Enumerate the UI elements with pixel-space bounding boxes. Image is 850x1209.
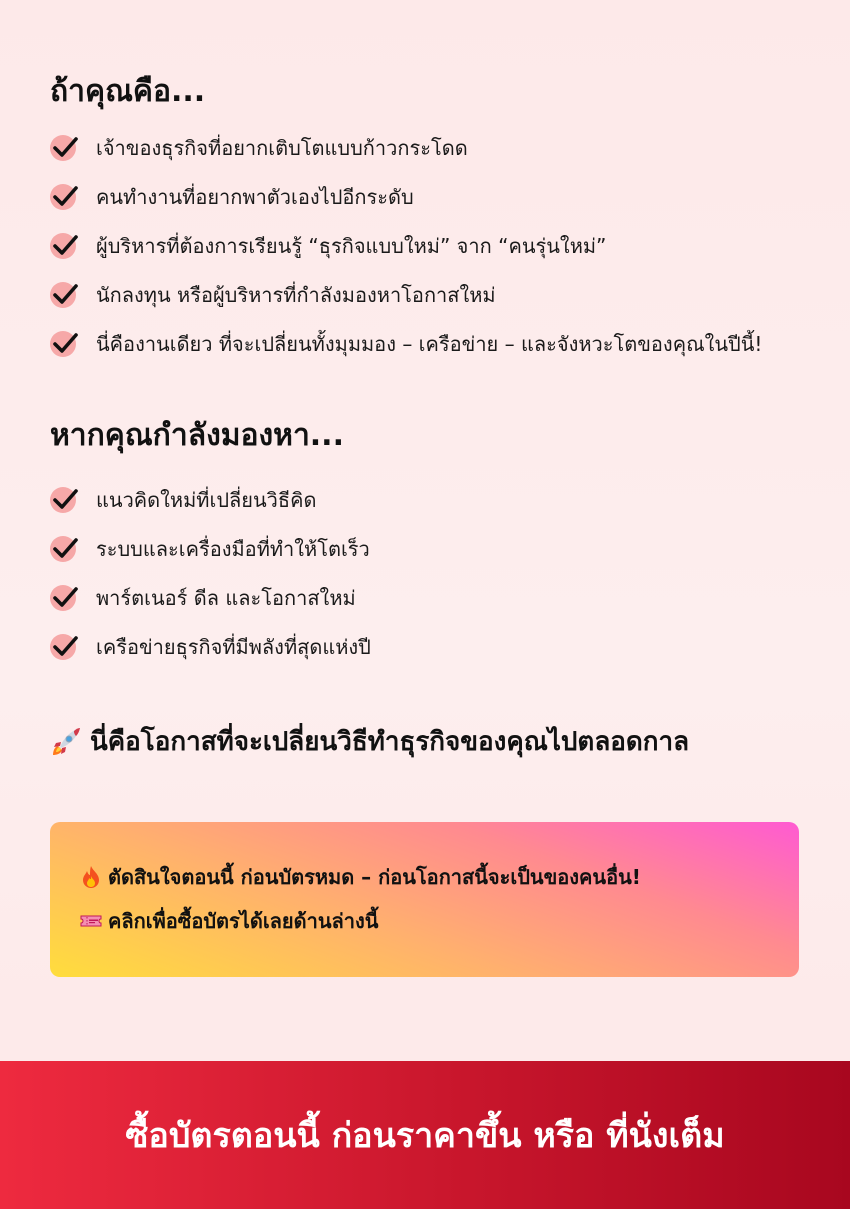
tagline-text: นี่คือโอกาสที่จะเปลี่ยนวิธีทำธุรกิจของคุณไปตลอดกาล xyxy=(90,727,690,757)
check-icon xyxy=(50,331,76,357)
promo-urgency-line xyxy=(80,862,641,892)
list-item-text: คนทำงานที่อยากพาตัวเองไปอีกระดับ xyxy=(96,184,414,209)
list-item-text: แนวคิดใหม่ที่เปลี่ยนวิธีคิด xyxy=(96,487,317,512)
needs-section xyxy=(50,416,820,671)
check-icon xyxy=(50,282,76,308)
ticket-icon xyxy=(80,909,102,933)
audience-heading: ถ้าคุณคือ... xyxy=(50,74,206,109)
list-item-text: ผู้บริหารที่ต้องการเรียนรู้ “ธุรกิจแบบใหม่” จาก “คนรุ่นใหม่” xyxy=(96,233,607,258)
list-item xyxy=(50,221,820,270)
check-icon xyxy=(50,634,76,660)
list-item xyxy=(50,172,820,221)
list-item-text: นี่คืองานเดียว ที่จะเปลี่ยนทั้งมุมมอง – เครือข่าย – และจังหวะโตของคุณในปีนี้! xyxy=(96,331,763,356)
list-item xyxy=(50,524,820,573)
check-icon xyxy=(50,536,76,562)
list-item-text: พาร์ตเนอร์ ดีล และโอกาสใหม่ xyxy=(96,585,356,610)
check-icon xyxy=(50,487,76,513)
check-icon xyxy=(50,233,76,259)
check-icon xyxy=(50,184,76,210)
list-item-text: ระบบและเครื่องมือที่ทำให้โตเร็ว xyxy=(96,536,370,561)
promo-instruction-text: คลิกเพื่อซื้อบัตรได้เลยด้านล่างนี้ xyxy=(108,909,379,933)
fire-icon xyxy=(80,865,102,889)
list-item xyxy=(50,573,820,622)
rocket-icon xyxy=(50,726,82,758)
buy-ticket-button[interactable] xyxy=(0,1061,850,1209)
list-item xyxy=(50,319,820,368)
audience-list xyxy=(50,123,820,368)
promo-box xyxy=(50,822,799,977)
list-item xyxy=(50,622,820,671)
buy-ticket-label: ซื้อบัตรตอนนี้ ก่อนราคาขึ้น หรือ ที่นั่งเต็ม xyxy=(125,1116,725,1156)
needs-list xyxy=(50,475,820,671)
promo-urgency-text: ตัดสินใจตอนนี้ ก่อนบัตรหมด – ก่อนโอกาสนี้จะเป็นของคนอื่น! xyxy=(108,865,641,889)
list-item-text: เจ้าของธุรกิจที่อยากเติบโตแบบก้าวกระโดด xyxy=(96,135,468,160)
list-item xyxy=(50,123,820,172)
tagline xyxy=(50,722,689,762)
check-icon xyxy=(50,585,76,611)
list-item xyxy=(50,475,820,524)
promo-instruction-line xyxy=(80,906,378,936)
list-item xyxy=(50,270,820,319)
needs-heading: หากคุณกำลังมองหา... xyxy=(50,418,344,453)
list-item-text: เครือข่ายธุรกิจที่มีพลังที่สุดแห่งปี xyxy=(96,634,371,659)
audience-section xyxy=(50,72,820,368)
check-icon xyxy=(50,135,76,161)
list-item-text: นักลงทุน หรือผู้บริหารที่กำลังมองหาโอกาสใหม่ xyxy=(96,282,496,307)
